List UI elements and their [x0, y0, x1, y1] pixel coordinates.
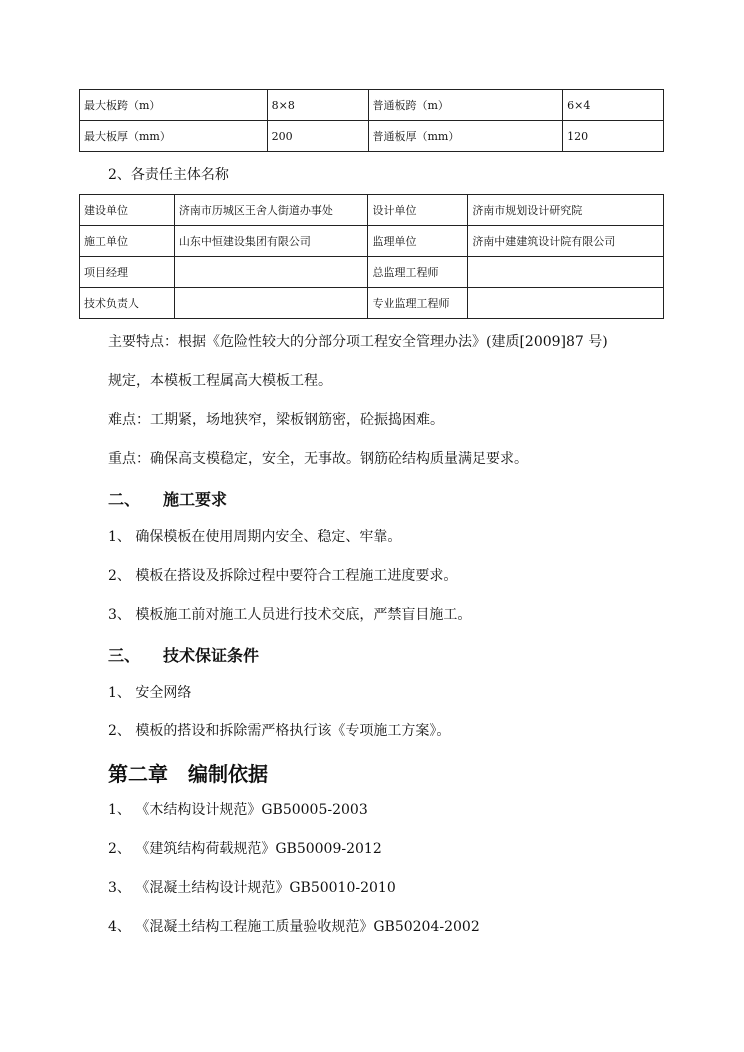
- paragraph: 主要特点：根据《危险性较大的分部分项工程安全管理办法》(建质[2009]87 号): [108, 334, 608, 350]
- table-cell: 普通板厚（mm）: [368, 121, 563, 152]
- table-cell: 最大板跨（m）: [80, 90, 268, 121]
- heading-title: 施工要求: [163, 490, 228, 509]
- list-item: 3、 《混凝土结构设计规范》GB50010-2010: [108, 880, 396, 896]
- table-cell: 8×8: [267, 90, 368, 121]
- heading-number: 三、: [108, 646, 141, 665]
- table-cell: 技术负责人: [80, 288, 175, 319]
- table-cell: [468, 257, 664, 288]
- section-heading: [108, 487, 227, 510]
- table-row: [80, 288, 664, 319]
- responsible-parties-table: [79, 194, 664, 319]
- paragraph: 重点：确保高支模稳定，安全，无事故。钢筋砼结构质量满足要求。: [108, 451, 528, 467]
- table-cell: 山东中恒建设集团有限公司: [174, 226, 368, 257]
- heading-title: 技术保证条件: [163, 646, 260, 665]
- table-cell: [468, 288, 664, 319]
- table-cell: 济南市规划设计研究院: [468, 195, 664, 226]
- list-item: 1、 安全网络: [108, 685, 192, 701]
- list-item: 3、 模板施工前对施工人员进行技术交底，严禁盲目施工。: [108, 607, 472, 623]
- paragraph: 规定，本模板工程属高大模板工程。: [108, 373, 332, 389]
- section-heading: [108, 643, 259, 666]
- table-row: [80, 226, 664, 257]
- table-cell: 120: [563, 121, 664, 152]
- list-item: 1、 《木结构设计规范》GB50005-2003: [108, 802, 368, 818]
- table-cell: 总监理工程师: [368, 257, 468, 288]
- table-cell: 项目经理: [80, 257, 175, 288]
- table-cell: 专业监理工程师: [368, 288, 468, 319]
- table-cell: 最大板厚（mm）: [80, 121, 268, 152]
- table-row: [80, 257, 664, 288]
- table-cell: 普通板跨（m）: [368, 90, 563, 121]
- table-cell: 设计单位: [368, 195, 468, 226]
- table-row: [80, 90, 664, 121]
- chapter-heading: 第二章 编制依据: [108, 762, 268, 786]
- paragraph: 难点：工期紧，场地狭窄，梁板钢筋密，砼振捣困难。: [108, 412, 444, 428]
- table-cell: 济南中建建筑设计院有限公司: [468, 226, 664, 257]
- table-cell: 施工单位: [80, 226, 175, 257]
- list-item: 2、 模板的搭设和拆除需严格执行该《专项施工方案》。: [108, 723, 451, 739]
- list-item: 1、 确保模板在使用周期内安全、稳定、牢靠。: [108, 529, 402, 545]
- table-row: [80, 121, 664, 152]
- table-cell: 济南市历城区王舍人街道办事处: [174, 195, 368, 226]
- heading-number: 二、: [108, 490, 141, 509]
- slab-span-table: [79, 89, 664, 152]
- list-item: 4、 《混凝土结构工程施工质量验收规范》GB50204-2002: [108, 919, 480, 935]
- table-cell: 200: [267, 121, 368, 152]
- table-cell: 6×4: [563, 90, 664, 121]
- table-cell: [174, 288, 368, 319]
- table-cell: [174, 257, 368, 288]
- section-label: 2、各责任主体名称: [108, 167, 229, 183]
- table-cell: 建设单位: [80, 195, 175, 226]
- table-cell: 监理单位: [368, 226, 468, 257]
- table-row: [80, 195, 664, 226]
- list-item: 2、 模板在搭设及拆除过程中要符合工程施工进度要求。: [108, 568, 458, 584]
- list-item: 2、 《建筑结构荷载规范》GB50009-2012: [108, 841, 382, 857]
